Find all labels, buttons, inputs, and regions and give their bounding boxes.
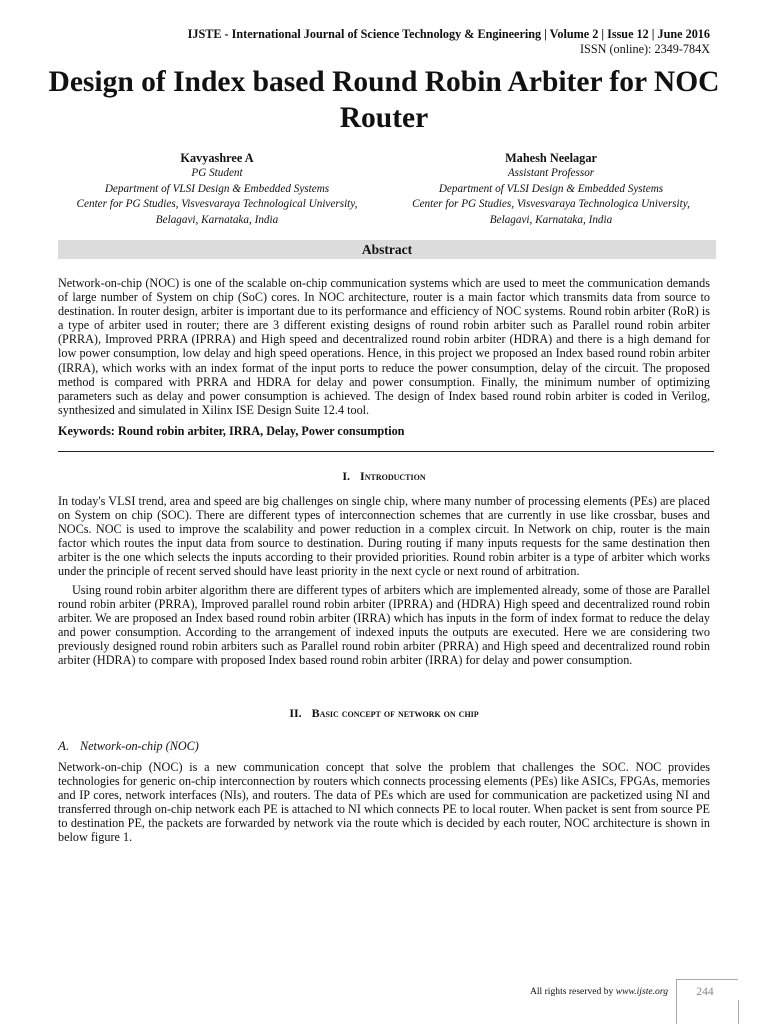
author-center: Center for PG Studies, Visvesvaraya Technological University, — [76, 198, 358, 210]
journal-header: IJSTE - International Journal of Science Technology & Engineering | Volume 2 | Issue 12 | June 2016 — [187, 27, 710, 41]
subsection-title: Network-on-chip (NOC) — [80, 739, 199, 753]
footer-rights — [460, 986, 668, 998]
author-department: Department of VLSI Design & Embedded Systems — [104, 182, 330, 195]
author-name: Kavyashree A — [180, 151, 254, 165]
author-location: Belagavi, Karnataka, India — [155, 213, 279, 226]
abstract-text: Network-on-chip (NOC) is one of the scalable on-chip communication systems which are used to meet the communication demands of large number of System on chip (SoC) cores. In NOC architecture, router is a main factor which transmits data from source to destination. In router design, arbiter is important due to its performance and efficiency of NOC systems. Round robin arbiter (RoR) is a type of arbiter used in router; there are 3 different existing designs of round robin arbiter such as Parallel round robin arbiter (PRRA), Improved PRRA (IPRRA) and High speed and decentralized round robin arbiter (HDRA) and there is a high demand for low power consumption, low delay and high speed operations. Hence, in this project we proposed an Index based round robin arbiter (IRRA), which works with an index format of the input ports to reduce the power consumption, delay of the circuit. The proposed method is compared with PRRA and HDRA for delay and power consumption. Finally, the minimum number of optimizing parameters such as delay and power consumption is achieved. The design of Index based round robin arbiter is coded in Verilog, synthesized and simulated in Xilinx ISE Design Suite 12.4 tool. — [58, 276, 710, 417]
author-name: Mahesh Neelagar — [505, 151, 597, 165]
author-department: Department of VLSI Design & Embedded Systems — [438, 182, 664, 195]
introduction-paragraph-1: In today's VLSI trend, area and speed are big challenges on single chip, where many number of processing elements (PEs) are placed on System on chip (SOC). There are different types of interconnection schemes that are currently in use like crossbar, buses and NOCs. NOC is used to improve the scalability and power reduction in a complex circuit. In Network on chip, router is the main factor which routes the input data from source to destination. During routing if many inputs requests for the same destination then arbiter is the one which selects the inputs according to their provided priorities. Round robin arbiter is a type of arbiter which works under the principle of recent served should have least priority in the next cycle or next round of arbitration. — [58, 494, 710, 579]
journal-website-link[interactable]: www.ijste.org — [615, 986, 668, 997]
author-block-1 — [52, 150, 382, 228]
section-number: II. — [289, 706, 302, 720]
section-title: Basic concept of network on chip — [311, 706, 479, 720]
section-number: I. — [342, 469, 351, 483]
author-block-2 — [386, 150, 716, 228]
introduction-paragraph-2: Using round robin arbiter algorithm there are different types of arbiters which are implemented already, some of those are Parallel round robin arbiter (PRRA), Improved parallel round robin arbiter (IPRRA) and (HDRA) High speed and decentralized round robin arbiter. We are proposed an Index based round robin arbiter (IRRA) which has inputs in the form of index format to reduce the delay and power consumption. According to the arrangement of indexed inputs the outputs are executed. Here we are considering two previously designed round robin arbiters such as Parallel round robin arbiter (PRRA) and High speed and decentralized round robin arbiter (HDRA) to compare with proposed Index based round robin arbiter (IRRA) for delay and power consumption. — [58, 583, 710, 668]
section-heading-basic-concept — [58, 706, 710, 720]
section-heading-introduction — [58, 469, 710, 483]
section-title: Introduction — [360, 469, 426, 483]
section-divider — [58, 451, 714, 452]
abstract-heading: Abstract — [58, 240, 716, 259]
author-role: PG Student — [191, 167, 243, 179]
noc-paragraph: Network-on-chip (NOC) is a new communication concept that solve the problem that challenges the SOC. NOC provides technologies for generic on-chip interconnection by routers which connects processing elements (PEs) like ASICs, FPGAs, memories and IP cores, network interfaces (NIs), and routers. The data of PEs which are used for communication are packetized using NI and transferred through on-chip network each PE is attached to NI which connects PE to local router. When packet is sent from source PE to destination PE, the packets are forwarded by network via the route which is decided by each router, NOC architecture is shown in below figure 1. — [58, 760, 710, 845]
paper-title: Design of Index based Round Robin Arbiter for NOC Router — [48, 66, 720, 134]
subsection-heading-noc — [58, 739, 458, 753]
issn-line: ISSN (online): 2349-784X — [580, 42, 710, 56]
page-number-frame-edge — [738, 1000, 739, 1024]
rights-text: All rights reserved by — [529, 986, 616, 997]
page-number: 244 — [696, 986, 714, 998]
keywords: Keywords: Round robin arbiter, IRRA, Delay, Power consumption — [58, 424, 405, 438]
author-role: Assistant Professor — [507, 167, 595, 179]
subsection-letter: A. — [58, 738, 70, 753]
author-center: Center for PG Studies, Visvesvaraya Technologica University, — [412, 198, 690, 210]
author-location: Belagavi, Karnataka, India — [489, 213, 613, 226]
